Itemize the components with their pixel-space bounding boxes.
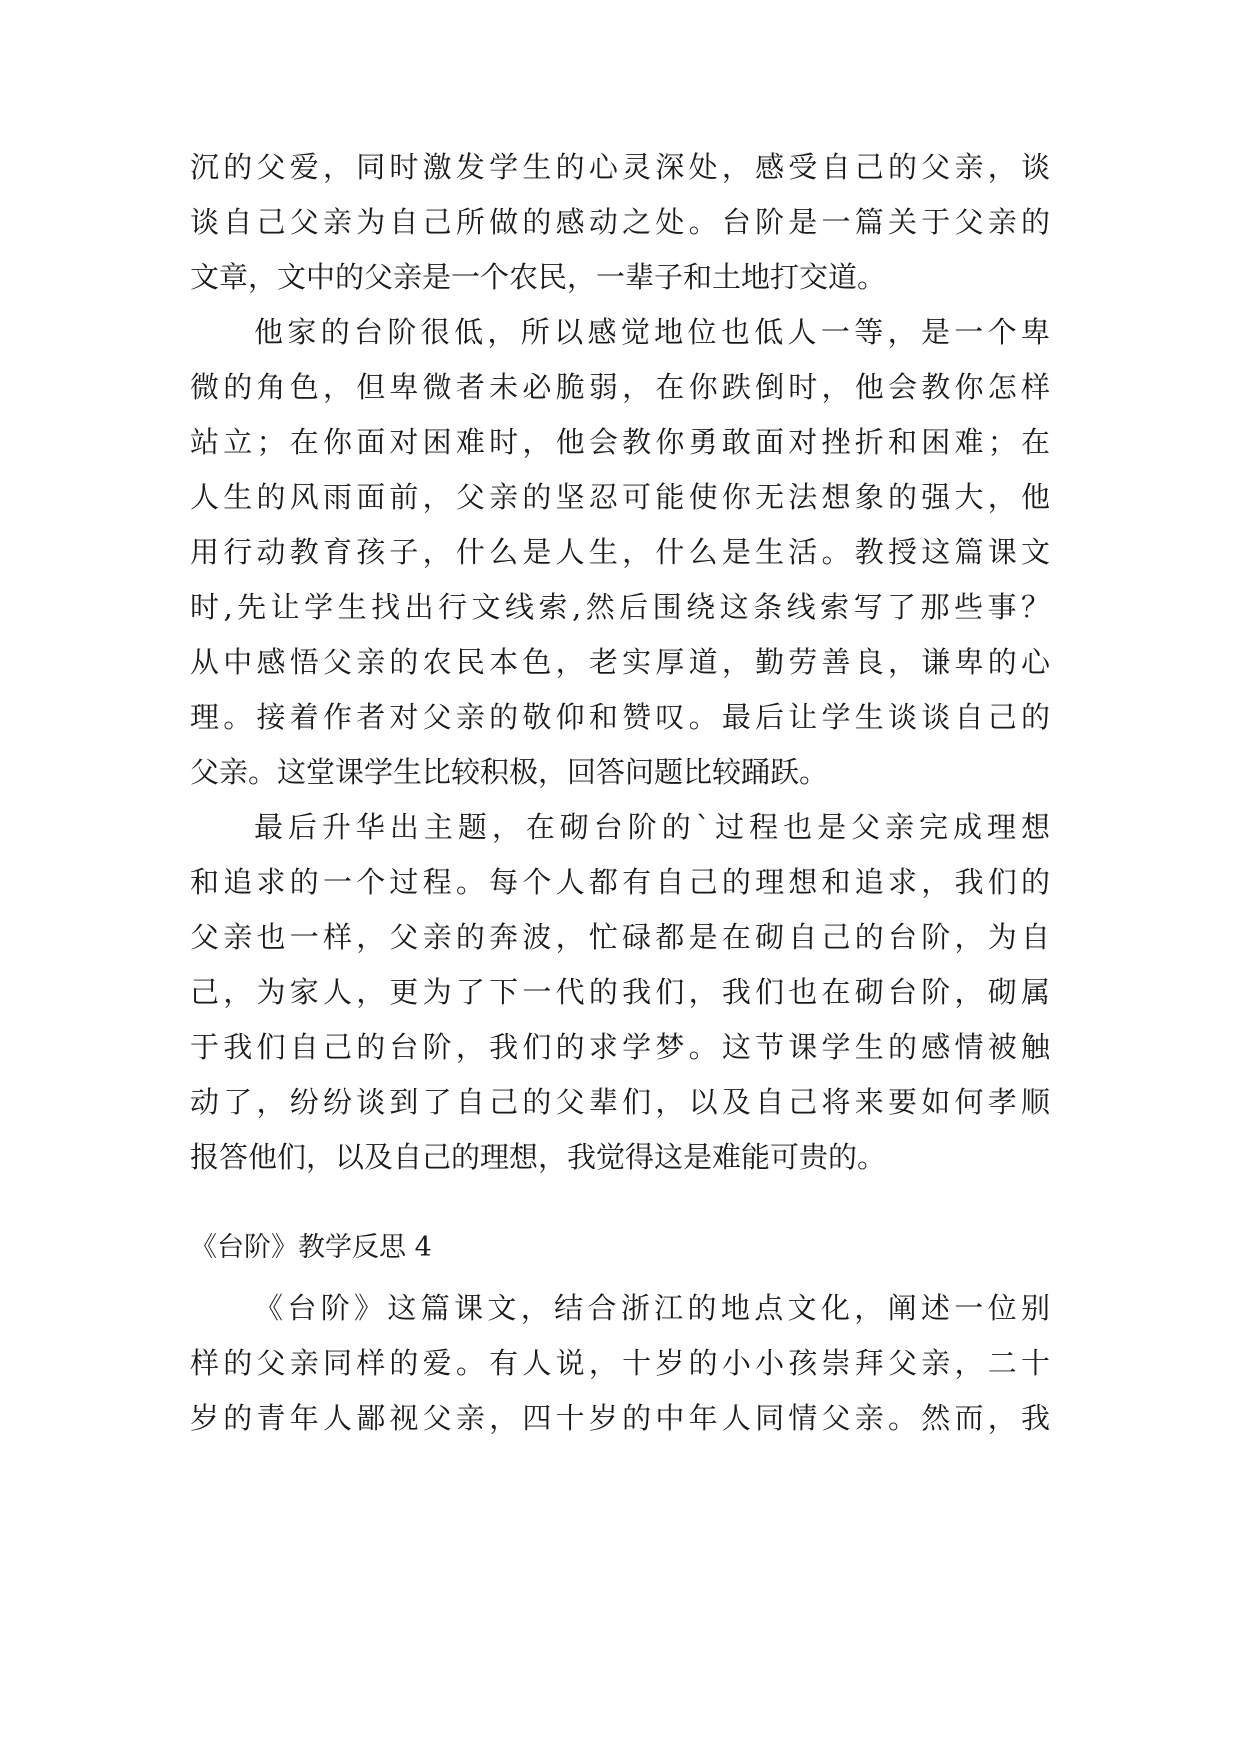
text-line: 最后升华出主题，在砌台阶的`过程也是父亲完成理想: [254, 810, 1050, 844]
text-line: 谈自己父亲为自己所做的感动之处。台阶是一篇关于父亲的: [190, 205, 1050, 239]
text-line: 于我们自己的台阶，我们的求学梦。这节课学生的感情被触: [190, 1030, 1050, 1064]
text-line: 他家的台阶很低，所以感觉地位也低人一等，是一个卑: [254, 315, 1050, 349]
text-line: 时,先让学生找出行文线索,然后围绕这条线索写了那些事？: [190, 590, 1050, 624]
text-line: 站立；在你面对困难时，他会教你勇敢面对挫折和困难；在: [190, 425, 1050, 459]
text-line: 文章，文中的父亲是一个农民，一辈子和土地打交道。: [190, 260, 887, 294]
text-line: 人生的风雨面前，父亲的坚忍可能使你无法想象的强大，他: [190, 480, 1050, 514]
text-line: 微的角色，但卑微者未必脆弱，在你跌倒时，他会教你怎样: [190, 370, 1050, 404]
text-line: 报答他们，以及自己的理想，我觉得这是难能可贵的。: [190, 1140, 887, 1174]
text-line: 和追求的一个过程。每个人都有自己的理想和追求，我们的: [190, 865, 1050, 899]
text-line: 父亲。这堂课学生比较积极，回答问题比较踊跃。: [190, 755, 829, 789]
text-line: 《台阶》这篇课文，结合浙江的地点文化，阐述一位别: [254, 1291, 1050, 1325]
text-line: 样的父亲同样的爱。有人说，十岁的小小孩崇拜父亲，二十: [190, 1346, 1050, 1380]
text-line: 沉的父爱，同时激发学生的心灵深处，感受自己的父亲，谈: [190, 150, 1050, 184]
text-line: 用行动教育孩子，什么是人生，什么是生活。教授这篇课文: [190, 535, 1050, 569]
text-line: 父亲也一样，父亲的奔波，忙碌都是在砌自己的台阶，为自: [190, 920, 1050, 954]
section-heading: 《台阶》教学反思 4: [190, 1232, 432, 1263]
text-line: 动了，纷纷谈到了自己的父辈们，以及自己将来要如何孝顺: [190, 1085, 1050, 1119]
text-line: 从中感悟父亲的农民本色，老实厚道，勤劳善良，谦卑的心: [190, 645, 1050, 679]
text-line: 理。接着作者对父亲的敬仰和赞叹。最后让学生谈谈自己的: [190, 700, 1050, 734]
text-line: 岁的青年人鄙视父亲，四十岁的中年人同情父亲。然而，我: [190, 1401, 1050, 1435]
text-line: 己，为家人，更为了下一代的我们，我们也在砌台阶，砌属: [190, 975, 1050, 1009]
